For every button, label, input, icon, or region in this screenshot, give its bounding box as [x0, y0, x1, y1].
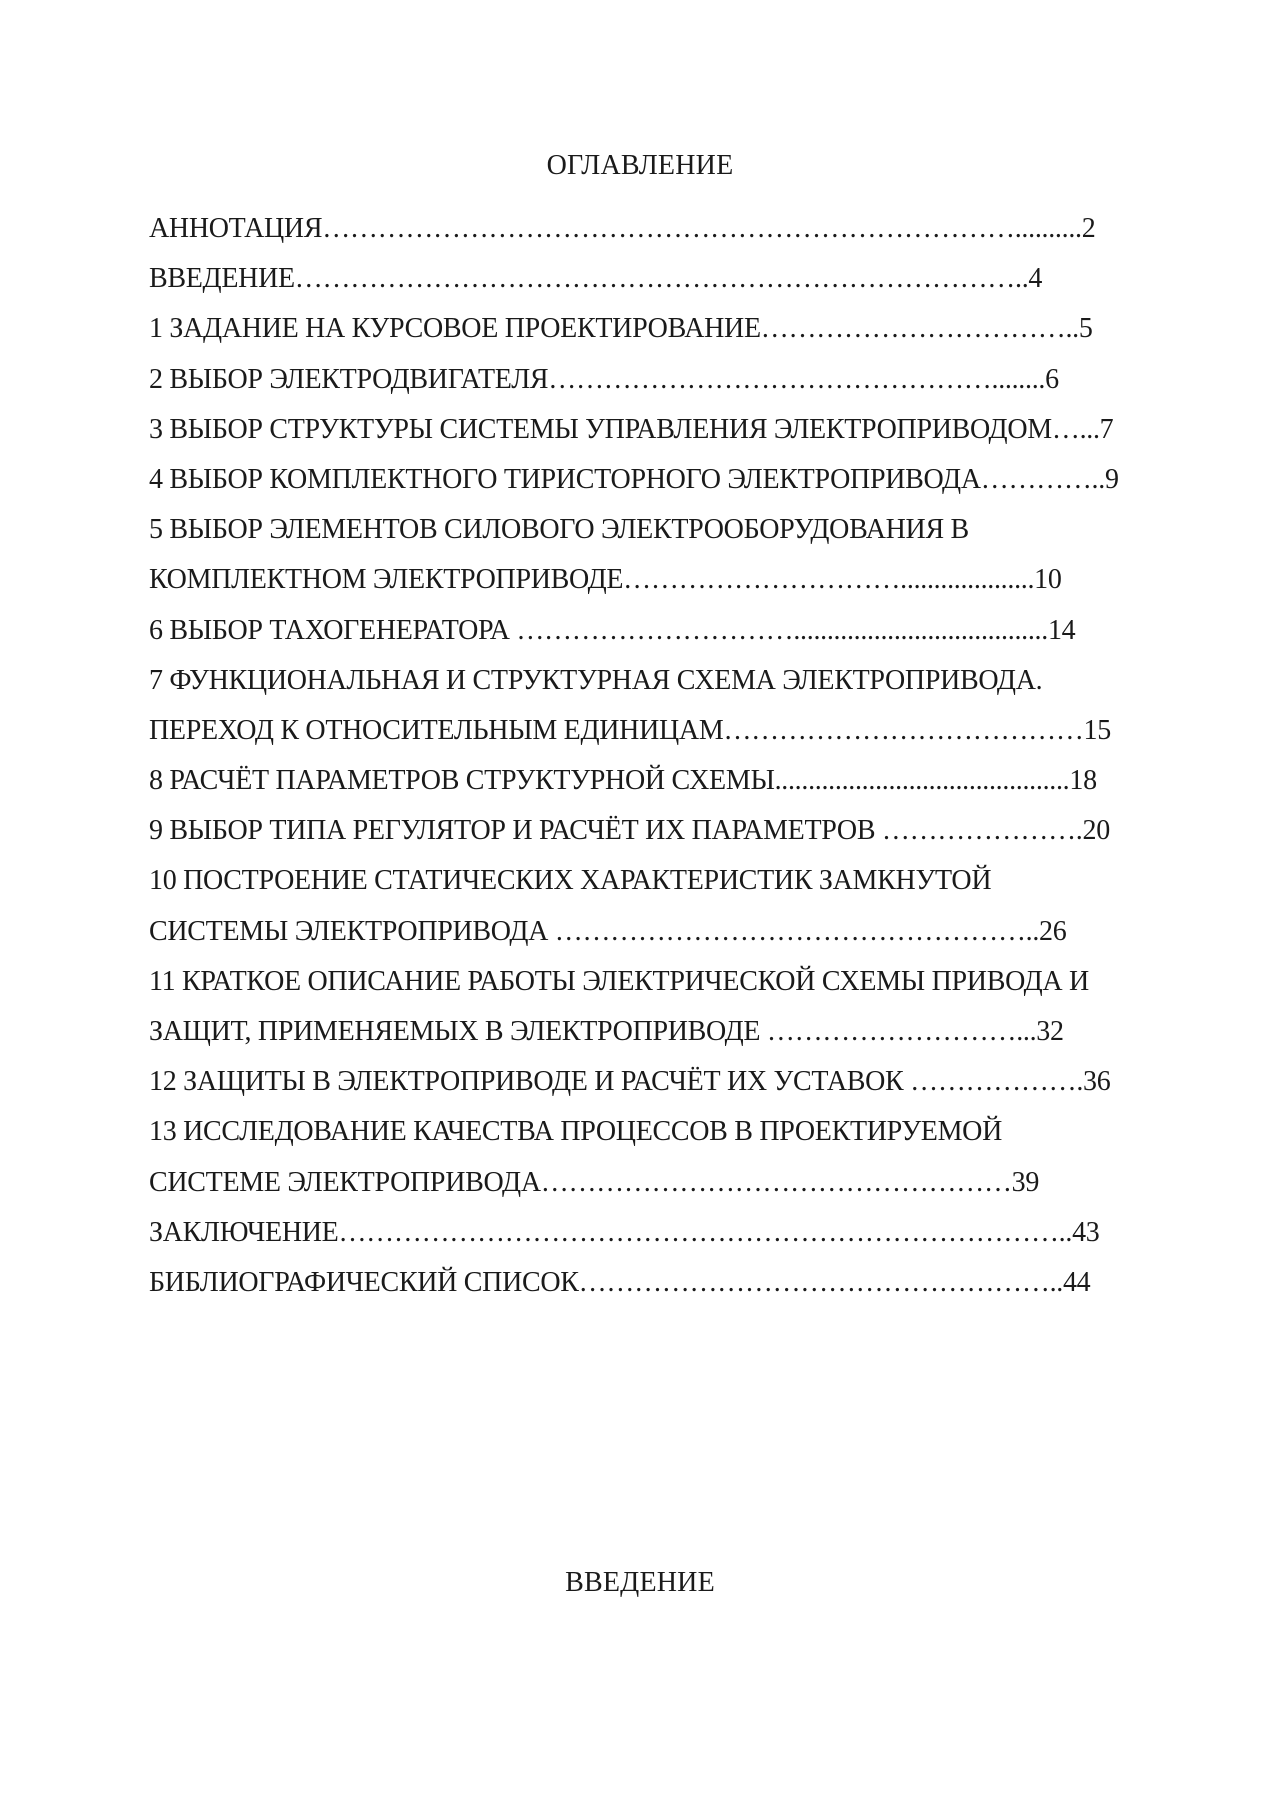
toc-entry-11-line-2: ЗАЩИТ, ПРИМЕНЯЕМЫХ В ЭЛЕКТРОПРИВОДЕ ………………………...32: [149, 1016, 1064, 1047]
toc-entry-2: 2 ВЫБОР ЭЛЕКТРОДВИГАТЕЛЯ…………………………………………........6: [149, 363, 1059, 395]
toc-title: ОГЛАВЛЕНИЕ: [546, 150, 734, 181]
toc-entry-8: 8 РАСЧЁТ ПАРАМЕТРОВ СТРУКТУРНОЙ СХЕМЫ............................................18: [149, 765, 1097, 797]
toc-entry-13-line-1: 13 ИССЛЕДОВАНИЕ КАЧЕСТВА ПРОЦЕССОВ В ПРОЕКТИРУЕМОЙ: [149, 1116, 1003, 1148]
toc-entry-5-line-2: КОМПЛЕКТНОМ ЭЛЕКТРОПРИВОДЕ…………………………....................10: [149, 564, 1062, 596]
toc-entry-5-line-1: 5 ВЫБОР ЭЛЕМЕНТОВ СИЛОВОГО ЭЛЕКТРООБОРУДОВАНИЯ В: [149, 514, 969, 546]
toc-entry-introduction: ВВЕДЕНИЕ……………………………………………………………………..4: [149, 263, 1043, 295]
toc-entry-7-line-1: 7 ФУНКЦИОНАЛЬНАЯ И СТРУКТУРНАЯ СХЕМА ЭЛЕКТРОПРИВОДА.: [149, 664, 1043, 696]
toc-entry-6: 6 ВЫБОР ТАХОГЕНЕРАТОРА …………………………......................................14: [149, 614, 1076, 646]
toc-entry-9: 9 ВЫБОР ТИПА РЕГУЛЯТОР И РАСЧЁТ ИХ ПАРАМЕТРОВ ………………….20: [149, 815, 1110, 847]
toc-entry-4: 4 ВЫБОР КОМПЛЕКТНОГО ТИРИСТОРНОГО ЭЛЕКТРОПРИВОДА…………..9: [149, 463, 1119, 495]
toc-entry-13-line-2: СИСТЕМЕ ЭЛЕКТРОПРИВОДА……………………………………………39: [149, 1166, 1040, 1198]
toc-entry-11-line-1: 11 КРАТКОЕ ОПИСАНИЕ РАБОТЫ ЭЛЕКТРИЧЕСКОЙ СХЕМЫ ПРИВОДА И: [149, 965, 1089, 997]
toc-entry-conclusion: ЗАКЛЮЧЕНИЕ……………………………………………………………………..43: [149, 1216, 1100, 1248]
toc-entry-1: 1 ЗАДАНИЕ НА КУРСОВОЕ ПРОЕКТИРОВАНИЕ……………………………..5: [149, 313, 1093, 345]
toc-entry-annotation: АННОТАЦИЯ…………………………………………………………………..........2: [149, 213, 1096, 244]
toc-entry-10-line-1: 10 ПОСТРОЕНИЕ СТАТИЧЕСКИХ ХАРАКТЕРИСТИК ЗАМКНУТОЙ: [149, 865, 992, 897]
introduction-title: ВВЕДЕНИЕ: [565, 1567, 715, 1598]
toc-entry-7-line-2: ПЕРЕХОД К ОТНОСИТЕЛЬНЫМ ЕДИНИЦАМ…………………………………15: [149, 714, 1111, 746]
table-of-contents: [149, 212, 1229, 1316]
toc-entry-bibliography: БИБЛИОГРАФИЧЕСКИЙ СПИСОК……………………………………………..44: [149, 1266, 1091, 1298]
toc-entry-3: 3 ВЫБОР СТРУКТУРЫ СИСТЕМЫ УПРАВЛЕНИЯ ЭЛЕКТРОПРИВОДОМ…...7: [149, 413, 1114, 445]
toc-entry-10-line-2: СИСТЕМЫ ЭЛЕКТРОПРИВОДА ……………………………………………..26: [149, 915, 1067, 947]
toc-entry-12: 12 ЗАЩИТЫ В ЭЛЕКТРОПРИВОДЕ И РАСЧЁТ ИХ УСТАВОК ……………….36: [149, 1066, 1111, 1098]
